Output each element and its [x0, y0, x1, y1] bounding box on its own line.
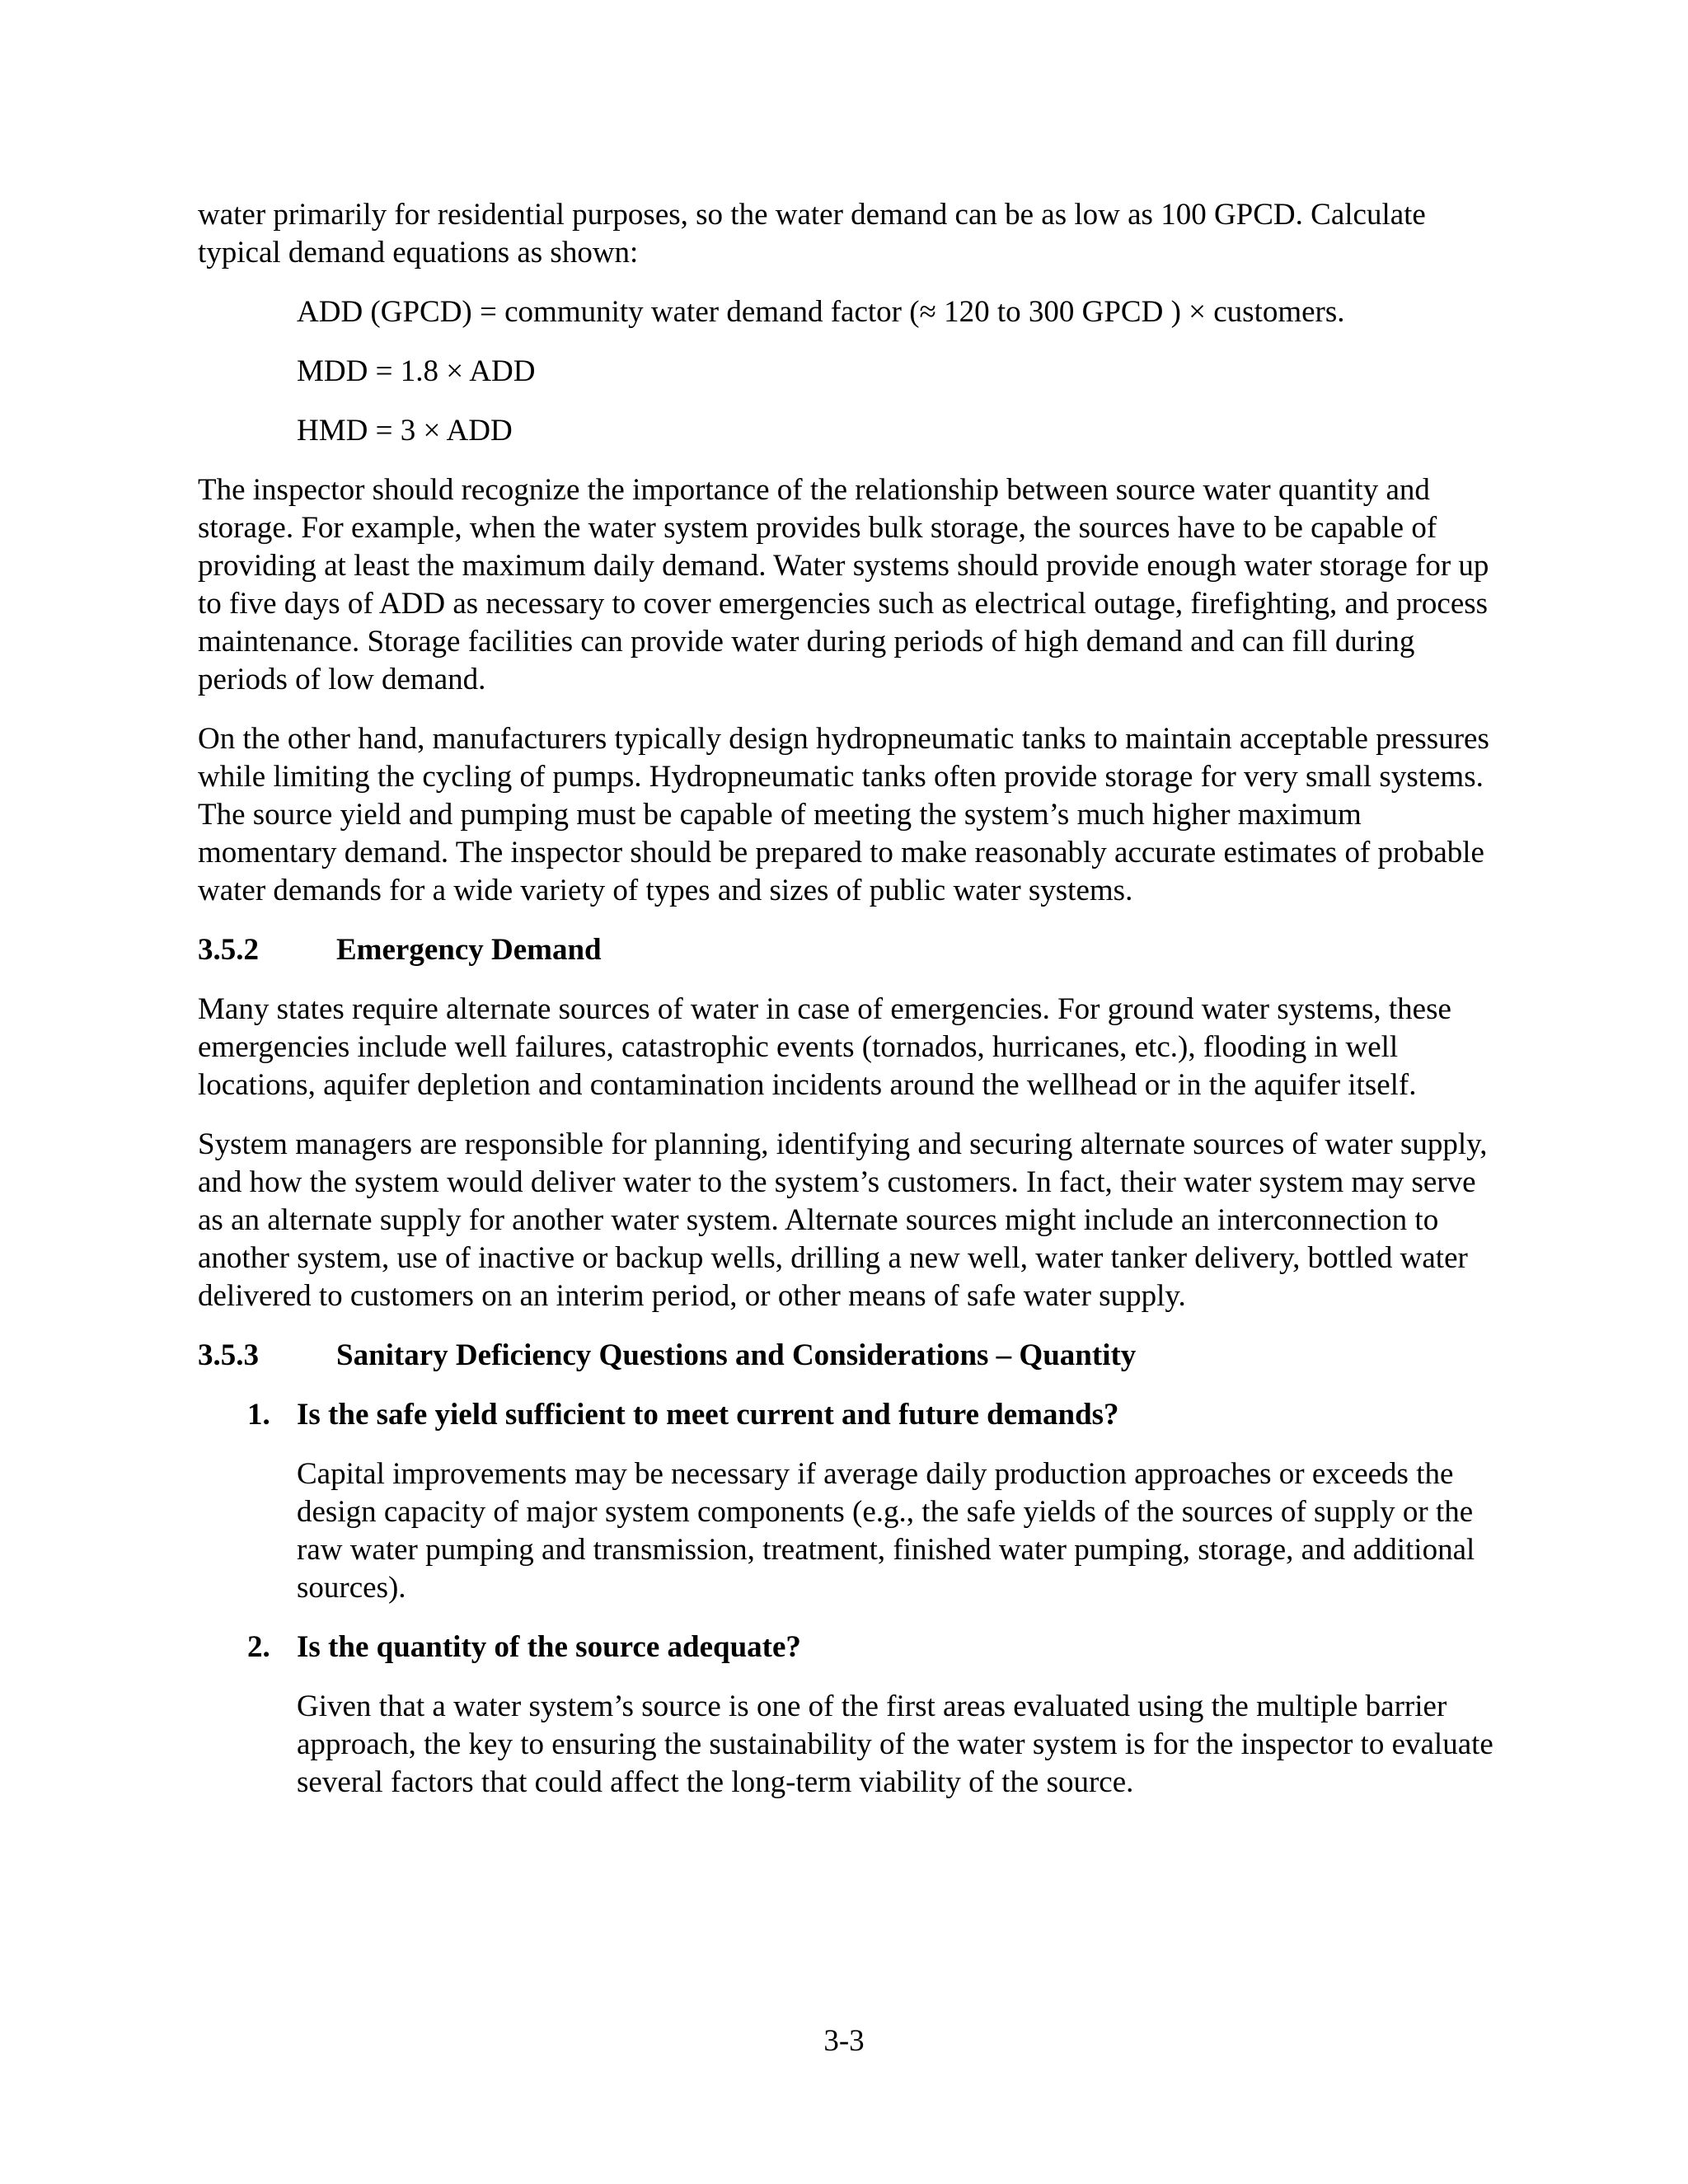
section-title: Sanitary Deficiency Questions and Considerations – Quantity [336, 1338, 1137, 1372]
question-1 [198, 1396, 1500, 1434]
question-2 [198, 1629, 1500, 1666]
page-content [198, 196, 1500, 1823]
intro-paragraph: water primarily for residential purposes, so the water demand can be as low as 100 GPCD. Calculate typical demand equations as shown: [198, 198, 1426, 269]
emergency-paragraph-1: Many states require alternate sources of water in case of emergencies. For ground water systems, these emergencies include well failures, catastrophic events (tornados, hurricanes, etc.), flooding in well locations, aquifer depletion and contamination incidents around the wellhead or in the aquifer itself. [198, 992, 1451, 1102]
equation-hmd: HMD = 3 × ADD [297, 414, 513, 448]
emergency-paragraph-2: System managers are responsible for planning, identifying and securing alternate sources of water supply, and how the system would deliver water to the system’s customers. In fact, their water system may serve as an alternate supply for another water system. Alternate sources might include an interconnection to another system, use of inactive or backup wells, drilling a new well, water tanker delivery, bottled water delivered to customers on an interim period, or other means of safe water supply. [198, 1127, 1488, 1313]
question-1-answer: Capital improvements may be necessary if average daily production approaches or exceeds the design capacity of major system components (e.g., the safe yields of the sources of supply or the raw water pumping and transmission, treatment, finished water pumping, storage, and additional sources). [297, 1457, 1475, 1605]
section-heading-3-5-3 [198, 1337, 1500, 1375]
question-number: 2. [247, 1630, 270, 1664]
section-number: 3.5.2 [198, 933, 259, 967]
storage-paragraph: The inspector should recognize the importance of the relationship between source water quantity and storage. For example, when the water system provides bulk storage, the sources have to be capable of providing at least the maximum daily demand. Water systems should provide enough water storage for up to five days of ADD as necessary to cover emergencies such as electrical outage, firefighting, and process maintenance. Storage facilities can provide water during periods of high demand and can fill during periods of low demand. [198, 473, 1489, 696]
section-number: 3.5.3 [198, 1338, 259, 1372]
equation-mdd: MDD = 1.8 × ADD [297, 354, 536, 388]
question-text: Is the quantity of the source adequate? [297, 1630, 801, 1664]
question-2-answer: Given that a water system’s source is one of the first areas evaluated using the multiple barrier approach, the key to ensuring the sustainability of the water system is for the inspector to evaluate several factors that could affect the long-term viability of the source. [297, 1690, 1493, 1799]
section-heading-3-5-2 [198, 931, 1500, 969]
section-title: Emergency Demand [336, 933, 602, 967]
equation-add: ADD (GPCD) = community water demand factor (≈ 120 to 300 GPCD ) × customers. [297, 295, 1345, 329]
question-number: 1. [247, 1398, 270, 1432]
page-number: 3-3 [823, 2024, 865, 2058]
question-text: Is the safe yield sufficient to meet current and future demands? [297, 1398, 1119, 1432]
hydropneumatic-paragraph: On the other hand, manufacturers typically design hydropneumatic tanks to maintain acceptable pressures while limiting the cycling of pumps. Hydropneumatic tanks often provide storage for very small systems. The source yield and pumping must be capable of meeting the system’s much higher maximum momentary demand. The inspector should be prepared to make reasonably accurate estimates of probable water demands for a wide variety of types and sizes of public water systems. [198, 722, 1489, 907]
